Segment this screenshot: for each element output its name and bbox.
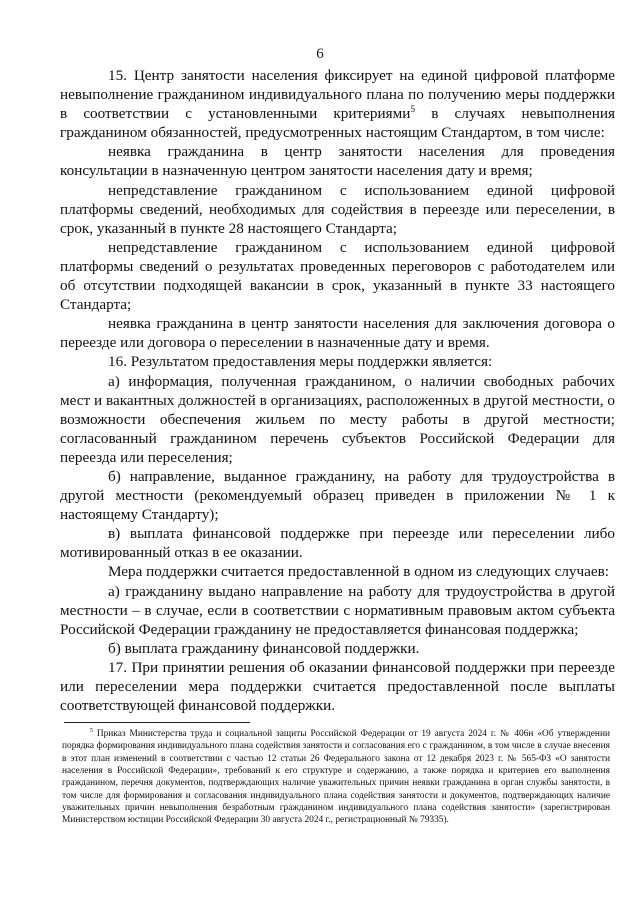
paragraph-17: 17. При принятии решения об оказании финансовой поддержки при переезде или переселении мера поддержки считается предоставленной после выплаты соответствующей финансовой поддержки. xyxy=(60,658,615,715)
list-item: б) выплата гражданину финансовой поддержки. xyxy=(108,639,420,657)
paragraph: Мера поддержки считается предоставленной в одном из следующих случаев: xyxy=(108,563,610,581)
footnote-text: Приказ Министерства труда и социальной защиты Российской Федерации от 19 августа 2024 г. № 406н «Об утверждении порядка формирования индивидуального плана содействия занятости и согласования его с гражданином, в том числе в случае внесения в этот план изменений в соответствии с частью 12 статьи 26 Федерального закона от 12 декабря 2023 г. № 565-ФЗ «О занятости населения в Российской Федерации», требований к его структуре и содержанию, а также порядка и критериев его выполнения гражданином, перечня документов, подтверждающих наличие уважительных причин неявки гражданина в орган службы занятости, в том числе для формирования и согласования индивидуального плана содействия занятости и документов, подтверждающих наличие уважительных причин невыполнения безработным гражданином индивидуального плана содействия занятости» (зарегистрирован Министерством юстиции Российской Федерации 30 августа 2024 г., регистрационный № 79335). xyxy=(62,729,610,826)
list-item: неявка гражданина в центр занятости населения для проведения консультации в назначенную центром занятости населения дату и время; xyxy=(60,143,615,180)
paragraph-15 xyxy=(60,66,615,142)
list-item: неявка гражданина в центр занятости населения для заключения договора о переезде или договора о переселении в назначенные дату и время. xyxy=(60,315,615,352)
footnotes xyxy=(62,728,610,827)
paragraph-16: 16. Результатом предоставления меры поддержки является: xyxy=(108,353,493,371)
list-item: б) направление, выданное гражданину, на работу для трудоустройства в другой местности (рекомендуемый образец приведен в приложении № 1 к настоящему Стандарту); xyxy=(60,467,615,524)
footnote-5 xyxy=(62,728,610,827)
footnote-divider xyxy=(64,722,250,723)
list-item: в) выплата финансовой поддержке при переезде или переселении либо мотивированный отказ в ее оказании. xyxy=(60,525,615,562)
document-body xyxy=(60,66,615,715)
list-item: а) гражданину выдано направление на работу для трудоустройства в другой местности – в случае, если в соответствии с нормативным правовым актом субъекта Российской Федерации гражданину не предоставляется финансовая поддержка; xyxy=(60,582,615,638)
list-item: а) информация, полученная гражданином, о наличии свободных рабочих мест и вакантных должностей в организациях, расположенных в другой местности, о возможности обеспечения жильем по месту работы в другой местности; согласованный гражданином перечень субъектов Российской Федерации для переезда или переселения; xyxy=(60,372,615,466)
footnote-marker: 5 xyxy=(90,727,93,734)
page-number: 6 xyxy=(316,46,324,62)
footnote-reference: 5 xyxy=(410,105,416,116)
paragraph-15-text: 15. Центр занятости населения фиксирует на единой цифровой платформе невыполнение гражданином индивидуального плана по получению меры поддержки в соответствии с установленными критериями xyxy=(60,67,615,123)
list-item: непредставление гражданином с использованием единой цифровой платформы сведений, необходимых для содействия в переезде или переселении, в срок, указанный в пункте 28 настоящего Стандарта; xyxy=(60,181,615,237)
paragraph-15-text-continued: в случаях невыполнения гражданином обязанностей, предусмотренных настоящим Стандартом, в том числе: xyxy=(60,105,616,142)
list-item: непредставление гражданином с использованием единой цифровой платформы сведений о результатах проведенных переговоров с работодателем или об отсутствии подходящей вакансии в срок, указанный в пункте 33 настоящего Стандарта; xyxy=(60,238,615,314)
